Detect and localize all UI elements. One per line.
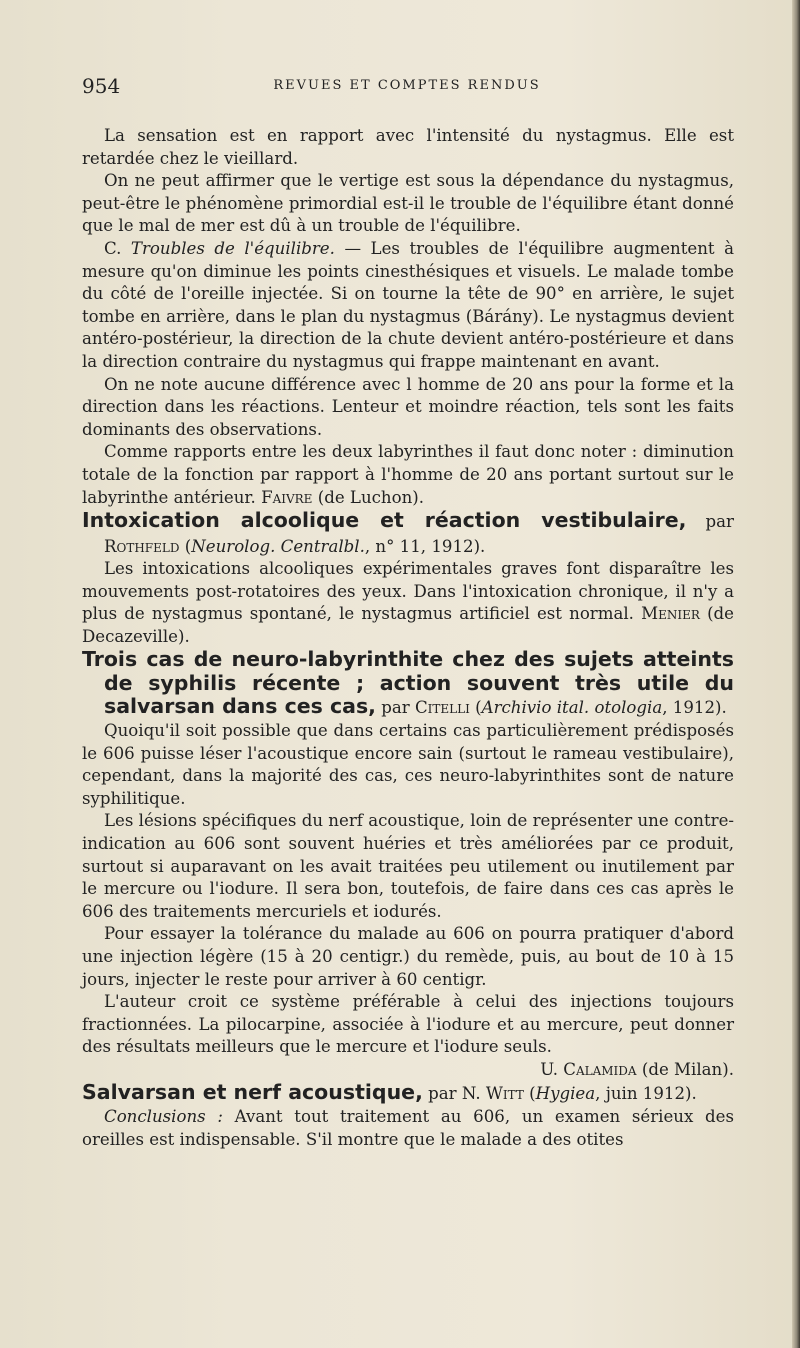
reviewer-location: (de Luchon). <box>312 487 425 507</box>
paragraph: On ne note aucune différence avec l homme de 20 ans pour la forme et la direction dans les réactions. Lenteur et moindre réaction, tels sont les faits dominants des observations. <box>82 374 734 439</box>
conclusions-label: Conclusions : <box>104 1106 223 1126</box>
paragraph: On ne peut affirmer que le vertige est sous la dépendance du nystagmus, peut-être le phénomène primordial est-il le trouble de l'équilibre étant donné que le mal de mer est dû à un trouble de l'équilibre. <box>82 171 734 236</box>
section-title: Troubles de l'équilibre. <box>130 238 335 258</box>
signature <box>82 1059 734 1082</box>
reviewer-name: Menier <box>641 604 700 624</box>
paragraph-text: Avant tout traitement au 606, un examen sérieux des oreilles est indispensable. S'il montre que le malade a des otites <box>82 1106 734 1149</box>
paragraph-text: — Les troubles de l'équilibre augmentent à mesure qu'on diminue les points cinesthésiques et visuels. Le malade tombe du côté de l'oreille injectée. Si on tourne la tête de 90° en arrière, le sujet tombe en arrière, dans le plan du nystagmus (Bárány). Le nystagmus devient antéro-postérieur, la direction de la chute devient antéro-postérieure et dans la direction contraire du nystagmus qui frappe maintenant en avant. <box>82 238 734 371</box>
article-author: Rothfeld <box>104 536 180 556</box>
paragraph: Pour essayer la tolérance du malade au 606 on pourra pratiquer d'abord une injection légère (15 à 20 centigr.) du remède, puis, au bout de 10 à 15 jours, injecter le reste pour arriver à 60 centigr. <box>82 924 734 989</box>
reviewer-name: U. Calamida <box>540 1059 637 1079</box>
article-heading: Salvarsan et nerf acoustique, par N. Witt (Hygiea, juin 1912). <box>82 1080 697 1105</box>
article-source: Archivio ital. otologia <box>481 698 663 718</box>
paragraph-text: Comme rapports entre les deux labyrinthes il faut donc noter : diminution totale de la fonction par rapport à l'homme de 20 ans portant surtout sur le labyrinthe antérieur. <box>82 442 734 507</box>
article-title: Salvarsan et nerf acoustique, <box>82 1080 423 1105</box>
article-source: Neurolog. Centralbl. <box>191 536 365 556</box>
paragraph-text: Les intoxications alcooliques expérimentales graves font disparaître les mouvements post-rotatoires des yeux. Dans l'intoxication chronique, il n'y a plus de nystagmus spontané, le nystagmus artificiel est normal. <box>82 559 734 624</box>
article-author: Witt <box>485 1084 524 1104</box>
page-edge-shadow <box>792 0 800 1348</box>
article-heading: Intoxication alcoolique et réaction vestibulaire, par Rothfeld (Neurolog. Centralbl., n° 11, 1912). <box>82 508 734 556</box>
paragraph <box>82 441 734 509</box>
page-header <box>82 74 732 98</box>
paragraph <box>82 1106 734 1151</box>
body-text <box>82 125 734 1151</box>
paragraph: Quoiqu'il soit possible que dans certains cas particulièrement prédisposés le 606 puisse léser l'acoustique encore sain (surtout le rameau vestibulaire), cependant, dans la majorité des cas, ces neuro-labyrinthites sont de nature syphilitique. <box>82 720 734 808</box>
running-title: REVUES ET COMPTES RENDUS <box>273 78 541 93</box>
paragraph: La sensation est en rapport avec l'intensité du nystagmus. Elle est retardée chez le vieillard. <box>82 126 734 168</box>
article-heading: Trois cas de neuro-labyrinthite chez des sujets atteints de syphilis récente ; action souvent très utile du salvarsan dans ces cas, par Citelli (Archivio ital. otologia, 1912). <box>82 647 734 719</box>
article-title: Intoxication alcoolique et réaction vestibulaire, <box>82 508 687 533</box>
page-number: 954 <box>82 74 121 98</box>
reviewer-name: Faivre <box>261 487 313 507</box>
paragraph <box>82 558 734 648</box>
article-author: Citelli <box>414 698 470 718</box>
paragraph: Les lésions spécifiques du nerf acoustique, loin de représenter une contre-indication au 606 sont souvent huéries et très améliorées par ce produit, surtout si auparavant on les avait traitées peu utilement ou inutilement par le mercure ou l'iodure. Il sera bon, toutefois, de faire dans ces cas après le 606 des traitements mercuriels et iodurés. <box>82 811 734 921</box>
reviewer-location: (de Decazeville). <box>82 604 734 646</box>
paragraph <box>82 238 734 374</box>
article-title: Trois cas de neuro-labyrinthite chez des sujets atteints de syphilis récente ; action souvent très utile du salvarsan dans ces cas, <box>82 647 734 719</box>
section-label: C. <box>104 238 131 258</box>
article-source: Hygiea <box>535 1084 596 1104</box>
paragraph: L'auteur croit ce système préférable à celui des injections toujours fractionnées. La pilocarpine, associée à l'iodure et au mercure, peut donner des résultats meilleurs que le mercure et l'iodure seuls. <box>82 992 734 1057</box>
reviewer-location: (de Milan). <box>636 1059 734 1079</box>
